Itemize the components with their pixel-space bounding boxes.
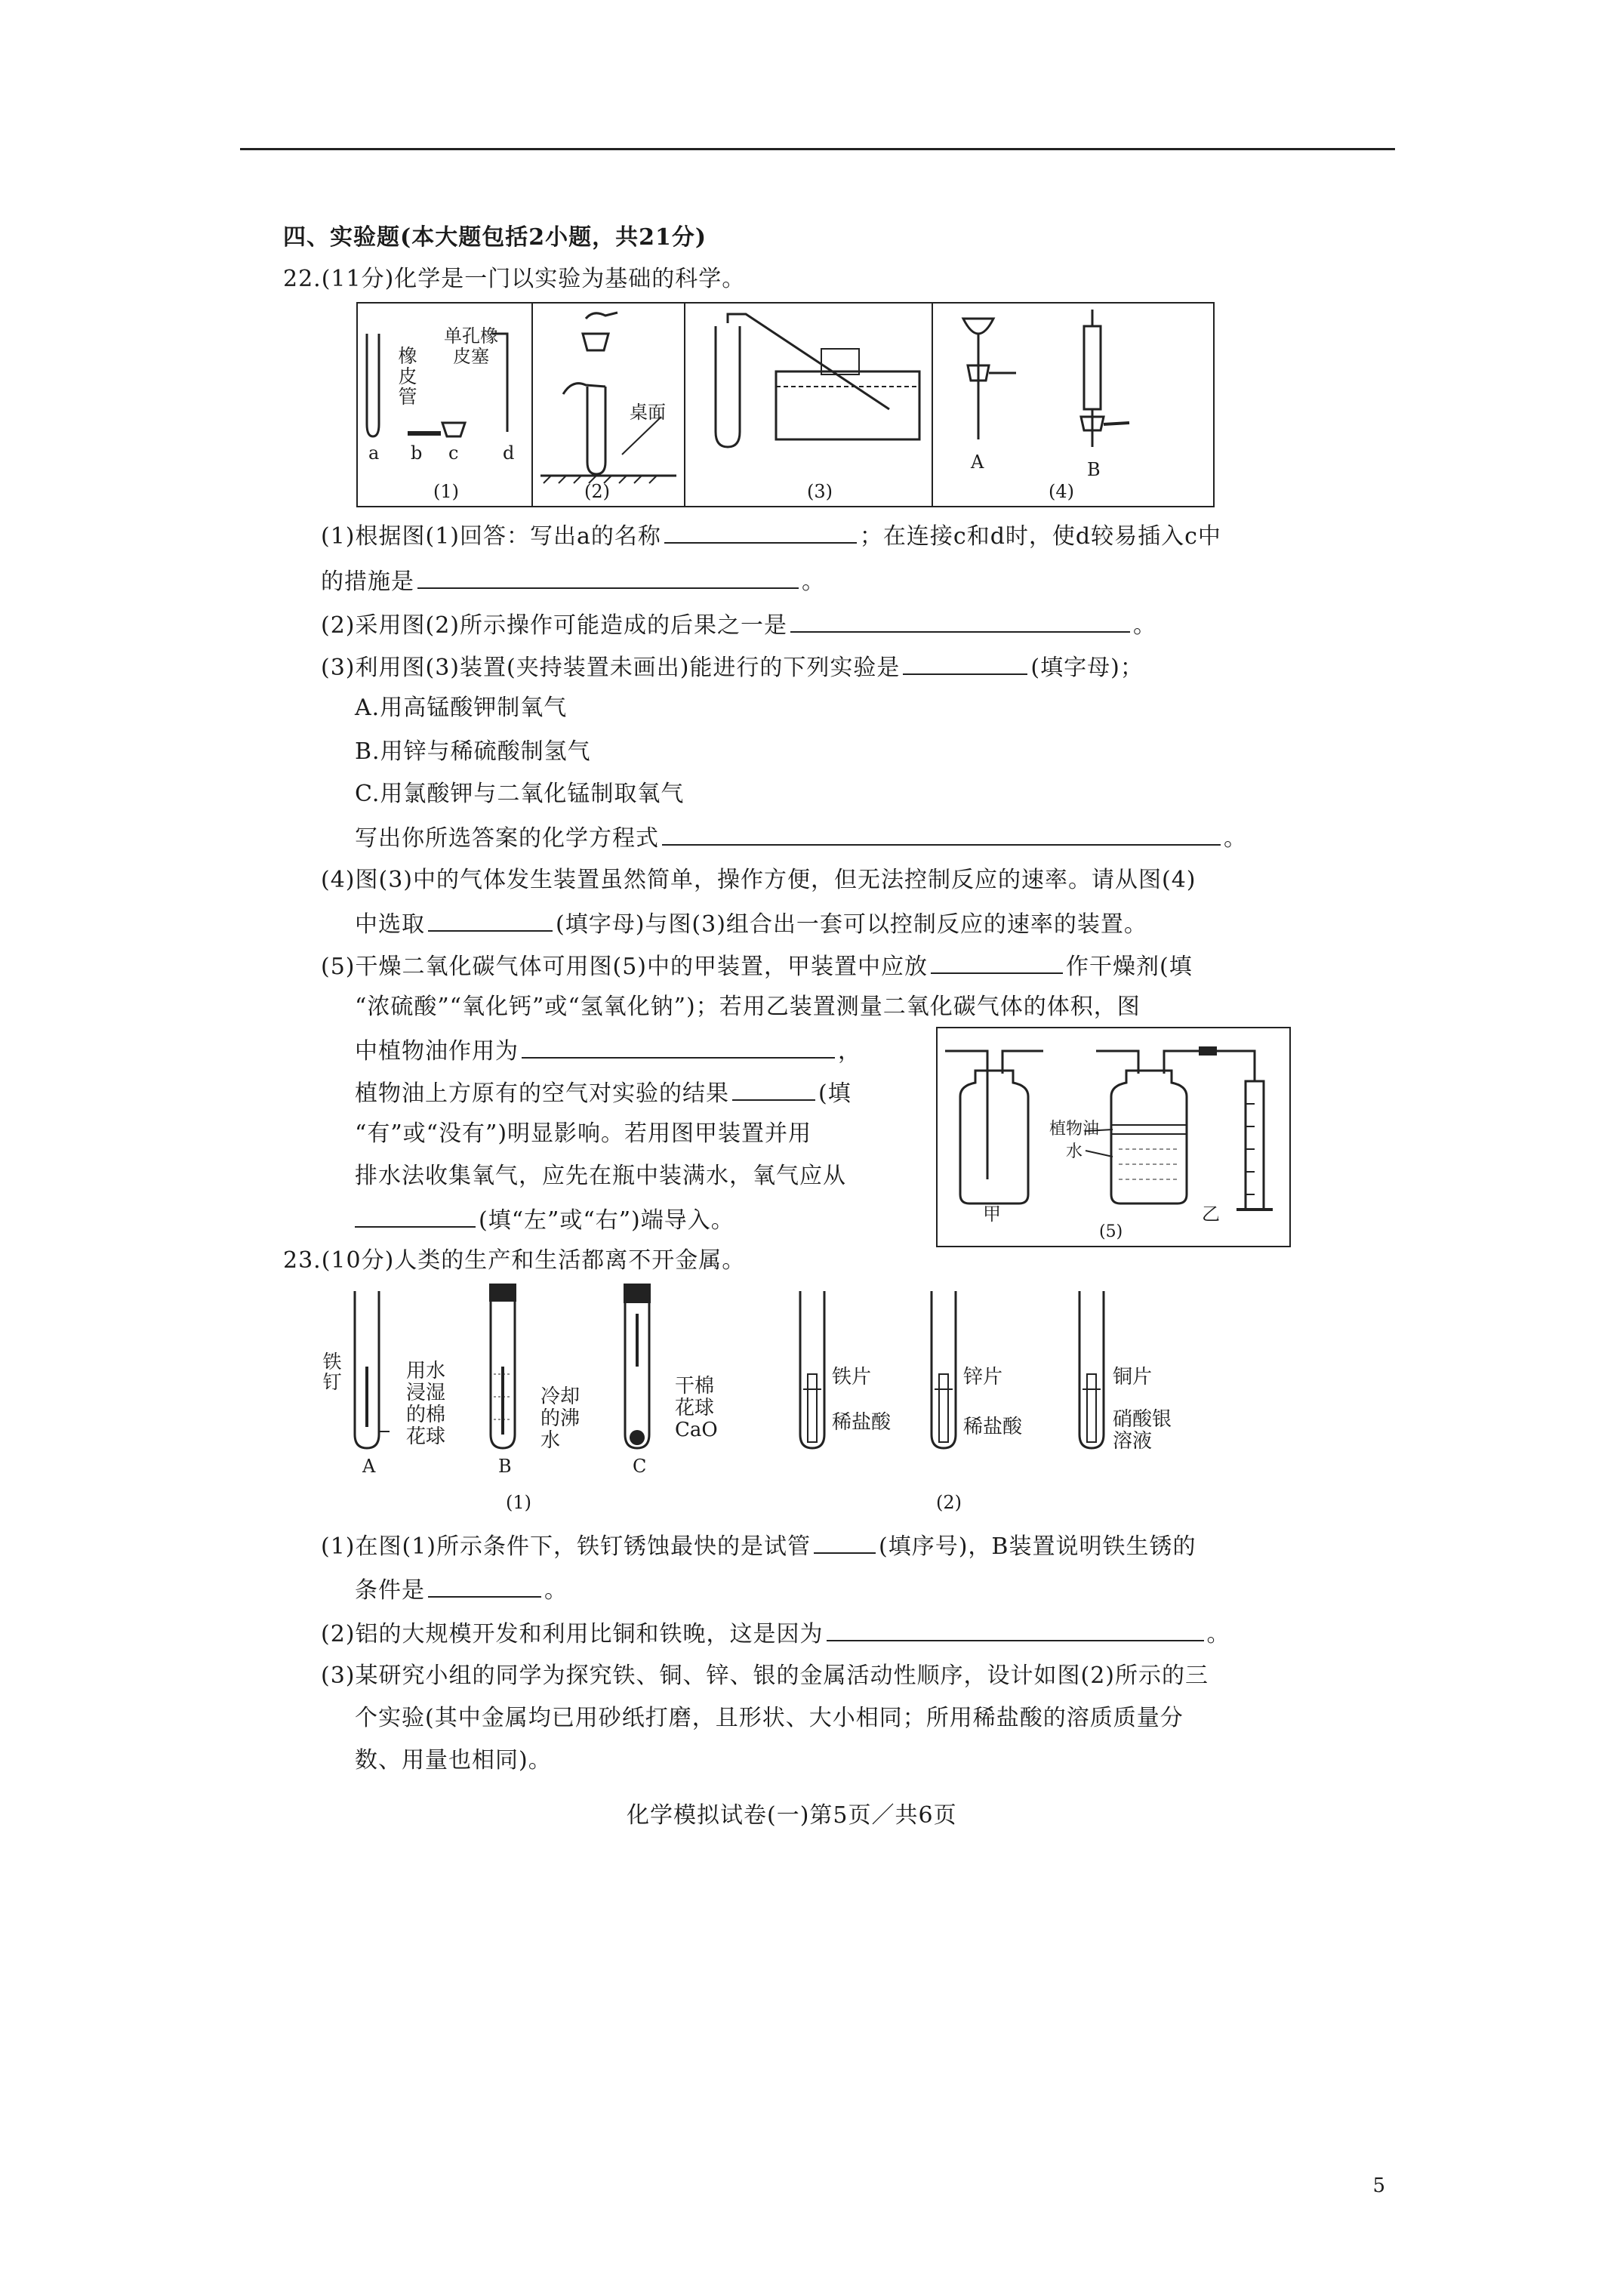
page-footer: 化学模拟试卷(一)第5页／共6页 [627, 1802, 957, 1829]
p1-caption: (1) [433, 481, 459, 502]
q22-5-line2: “浓硫酸”“氧化钙”或“氢氧化钠”)；若用乙装置测量二氧化碳气体的体积，图 [355, 994, 1141, 1020]
q23-agno3-label: 硝酸银溶液 [1113, 1408, 1172, 1453]
q23-hcl2-label: 稀盐酸 [963, 1416, 1023, 1438]
q22-3-text-b: (填字母)； [1030, 655, 1144, 681]
q22-5-text-d-end: ， [838, 1038, 861, 1065]
fig5-oil-label: 植物油 [1049, 1120, 1100, 1139]
q22-opt-a: A.用高锰酸钾制氧气 [355, 695, 568, 721]
p1-letter-d: d [503, 442, 515, 464]
q23-zinc-sheet-label: 锌片 [963, 1366, 1003, 1388]
p3-caption: (3) [807, 481, 833, 502]
q22-5-line7 [355, 1203, 735, 1236]
q23-2-text: (2)铝的大规模开发和利用比铜和铁晚，这是因为 [321, 1621, 824, 1647]
q22-1-line2 [321, 565, 825, 597]
q22-3-blank[interactable] [903, 651, 1027, 675]
p4-label-a: A [971, 451, 984, 473]
p2-caption: (2) [584, 481, 610, 502]
q22-4-line1: (4)图(3)中的气体发生装置虽然简单，操作方便，但无法控制反应的速率。请从图(4) [321, 867, 1196, 893]
q22-5-line3 [355, 1034, 861, 1067]
q22-1-blank-a[interactable] [664, 519, 857, 544]
q22-5-text-d: 中植物油作用为 [355, 1038, 519, 1065]
q22-4-text-c: (填字母)与图(3)组合出一套可以控制反应的速率的装置。 [556, 911, 1147, 938]
q23-stem: 23.(10分)人类的生产和生活都离不开金属。 [283, 1247, 746, 1274]
q22-5-line4 [355, 1077, 852, 1109]
q22-1-text-b: ；在连接c和d时，使d较易插入c中 [859, 523, 1221, 550]
q22-5-text-h: (填“左”或“右”)端导入。 [479, 1207, 735, 1234]
p1-b-label: 单孔橡皮塞 [444, 325, 498, 367]
q23-1-end: 。 [544, 1577, 568, 1604]
q23-fig2-caption: (2) [936, 1492, 962, 1513]
fig5-water-label: 水 [1066, 1142, 1083, 1161]
panel3-drawing [685, 304, 932, 506]
q22-2-line [321, 609, 1156, 641]
q22-3-text: (3)利用图(3)装置(夹持装置未画出)能进行的下列实验是 [321, 655, 901, 681]
q22-5-line6: 排水法收集氧气，应先在瓶中装满水，氧气应从 [355, 1163, 846, 1189]
q22-3-eq-blank[interactable] [662, 821, 1221, 846]
p1-letter-a: a [368, 442, 380, 464]
q23-1-text-b: (填序号)，B装置说明铁生锈的 [879, 1533, 1196, 1560]
q22-1-end: 。 [802, 569, 825, 595]
q22-figure5 [936, 1027, 1291, 1247]
q23-3-line2: 个实验(其中金属均已用砂纸打磨，且形状、大小相同；所用稀盐酸的溶质质量分 [355, 1705, 1184, 1731]
q22-5-line1 [321, 950, 1193, 982]
q22-5-text-e-end: (填 [818, 1080, 852, 1107]
p1-a-label: 橡皮管 [398, 345, 417, 408]
q23-2-line [321, 1617, 1230, 1650]
q23-copper-sheet-label: 铜片 [1113, 1366, 1153, 1388]
p4-label-b: B [1087, 459, 1101, 480]
q22-4-blank[interactable] [428, 908, 553, 932]
q22-3-eq-end: 。 [1224, 825, 1247, 852]
q22-4-text-b: 中选取 [355, 911, 425, 938]
q22-1-line1 [321, 519, 1221, 552]
q23-1-text-c: 条件是 [355, 1577, 425, 1604]
q22-1-text-a: (1)根据图(1)回答：写出a的名称 [321, 523, 661, 550]
header-rule [240, 148, 1395, 150]
section-title: 四、实验题(本大题包括2小题，共21分) [283, 224, 707, 251]
fig5-yi-label: 乙 [1202, 1203, 1220, 1225]
page-number: 5 [1372, 2174, 1385, 2197]
q22-opt-b: B.用锌与稀硫酸制氢气 [355, 738, 591, 765]
q23-dry-cotton-label: 干棉花球 [675, 1375, 715, 1419]
p4-caption: (4) [1049, 481, 1074, 502]
q23-3-line1: (3)某研究小组的同学为探究铁、铜、锌、银的金属活动性顺序，设计如图(2)所示的三 [321, 1663, 1209, 1689]
q23-tube-a: A [362, 1456, 376, 1477]
q22-2-blank[interactable] [790, 609, 1130, 633]
q22-5-line5: “有”或“没有”)明显影响。若用图甲装置并用 [355, 1120, 812, 1147]
q23-1-text-a: (1)在图(1)所示条件下，铁钉锈蚀最快的是试管 [321, 1533, 811, 1560]
q22-5-blank-a[interactable] [931, 950, 1063, 974]
q23-3-line3: 数、用量也相同)。 [355, 1747, 552, 1774]
q23-iron-sheet-label: 铁片 [832, 1366, 872, 1388]
fig5-caption: (5) [1099, 1222, 1123, 1241]
q22-4-line2 [355, 908, 1147, 940]
p1-letter-c: c [448, 442, 459, 464]
q23-2-end: 。 [1206, 1621, 1230, 1647]
q22-3-equation-line [355, 821, 1247, 854]
q23-tube-b: B [498, 1456, 512, 1477]
panel4-drawing [933, 304, 1214, 506]
q22-1-text-c: 的措施是 [321, 569, 414, 595]
p1-letter-b: b [411, 442, 423, 464]
q23-boiled-water-label: 冷却的沸水 [540, 1385, 581, 1452]
p2-desk-label: 桌面 [630, 402, 666, 423]
q22-5-text-e: 植物油上方原有的空气对实验的结果 [355, 1080, 729, 1107]
q23-1-line1 [321, 1530, 1196, 1562]
q23-1-blank-b[interactable] [428, 1573, 541, 1598]
q22-figure-panels [356, 302, 1215, 507]
q22-5-text-a: (5)干燥二氧化碳气体可用图(5)中的甲装置，甲装置中应放 [321, 954, 928, 980]
q23-1-line2 [355, 1573, 568, 1606]
q23-nail-label: 铁钉 [322, 1351, 342, 1393]
q22-3-eq-text: 写出你所选答案的化学方程式 [355, 825, 659, 852]
q22-2-end: 。 [1133, 612, 1156, 639]
q22-5-blank-d[interactable] [355, 1203, 476, 1228]
q23-1-blank-a[interactable] [814, 1530, 876, 1554]
q22-3-line [321, 651, 1144, 683]
q22-2-text: (2)采用图(2)所示操作可能造成的后果之一是 [321, 612, 787, 639]
q23-cao-label: CaO [675, 1419, 718, 1441]
q23-2-blank[interactable] [827, 1617, 1204, 1641]
q22-stem: 22.(11分)化学是一门以实验为基础的科学。 [283, 266, 746, 292]
q23-tube-c: C [633, 1456, 647, 1477]
q22-1-blank-b[interactable] [417, 565, 799, 589]
q22-opt-c: C.用氯酸钾与二氧化锰制取氧气 [355, 781, 685, 807]
q22-5-blank-c[interactable] [732, 1077, 815, 1101]
q22-5-text-b: 作干燥剂(填 [1066, 954, 1193, 980]
q23-wet-cotton-label: 用水浸湿的棉花球 [406, 1360, 446, 1448]
q22-5-blank-b[interactable] [522, 1034, 835, 1059]
fig5-jia-label: 甲 [983, 1203, 1001, 1225]
q23-fig1-caption: (1) [506, 1492, 531, 1513]
q23-figures-drawing [317, 1284, 1223, 1480]
q23-hcl1-label: 稀盐酸 [832, 1411, 892, 1434]
